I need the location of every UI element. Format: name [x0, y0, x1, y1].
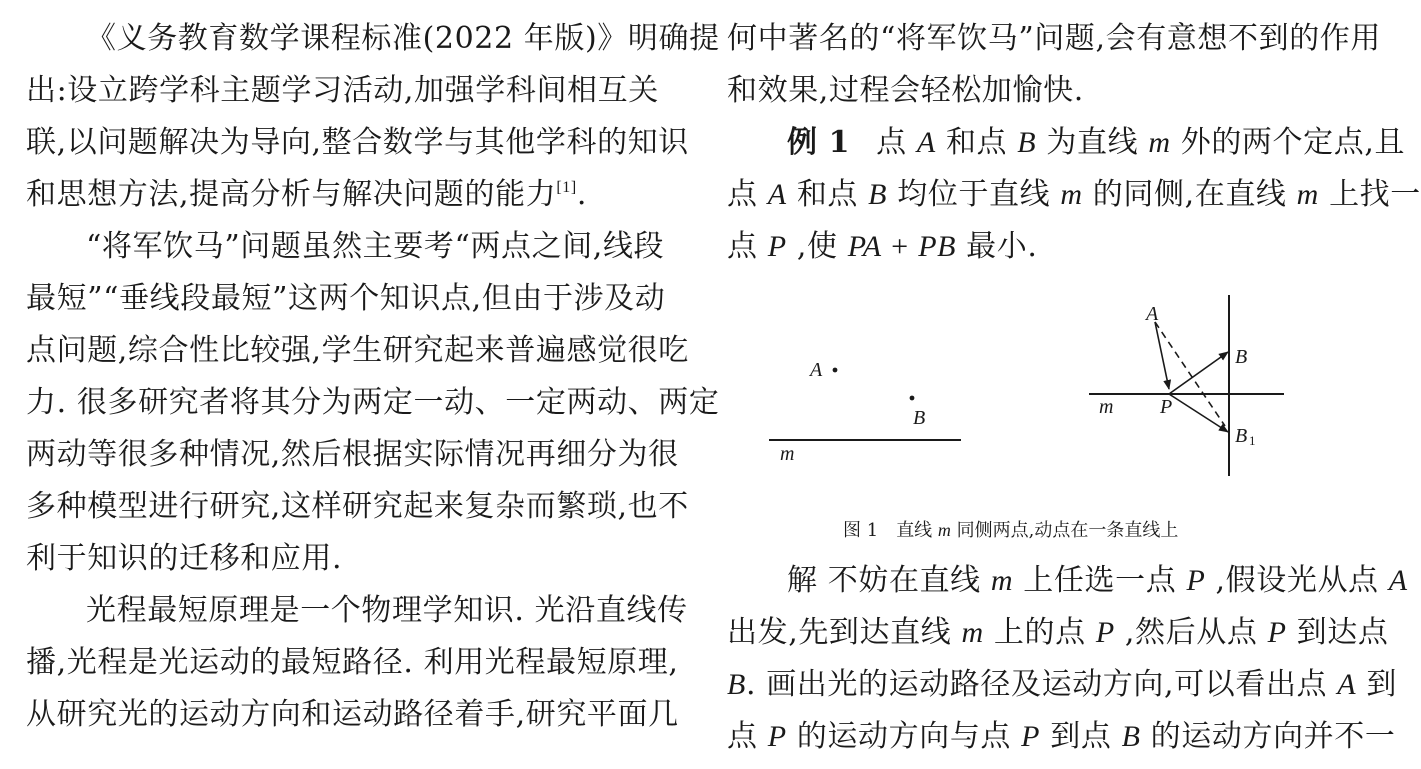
text-line: 播,光程是光运动的最短路径. 利用光程最短原理, — [26, 645, 679, 680]
math-var: B — [1017, 126, 1037, 159]
text-span: 点 — [727, 719, 768, 754]
text-line: 何中著名的“将军饮马”问题,会有意想不到的作用 — [727, 21, 1382, 56]
math-var: A — [1388, 564, 1408, 597]
label-p: P — [1160, 396, 1173, 418]
math-var: B — [868, 178, 888, 211]
ray-p-to-b1 — [1169, 394, 1228, 432]
right-subfigure — [1089, 295, 1284, 476]
math-expression: PA + PB — [847, 230, 957, 263]
text-span: 的同侧,在直线 — [1082, 177, 1297, 212]
text-span: 的运动方向并不一 — [1140, 719, 1396, 754]
text-line: 从研究光的运动方向和运动路径着手,研究平面几 — [26, 697, 679, 732]
text-line: “将军饮马”问题虽然主要考“两点之间,线段 — [86, 229, 665, 264]
math-var: m — [1060, 178, 1083, 211]
text-line: 和效果,过程会轻松加愉快. — [727, 73, 1084, 108]
point-b — [910, 396, 915, 401]
math-var: P — [1021, 720, 1041, 753]
text-span: ,然后从点 — [1114, 615, 1268, 650]
text-line: 出:设立跨学科主题学习活动,加强学科间相互关 — [26, 73, 659, 108]
math-var: P — [1186, 564, 1206, 597]
solution-label: 解 — [787, 563, 818, 598]
text-span: 不妨在直线 — [817, 563, 991, 598]
citation-ref: [1] — [556, 179, 577, 196]
text-span: 点 — [727, 177, 768, 212]
math-var: P — [1095, 616, 1115, 649]
example-line — [727, 229, 1038, 265]
text-span: ,使 — [786, 229, 848, 264]
text-span: 最小. — [956, 229, 1038, 264]
text-span: 上找一 — [1318, 177, 1421, 212]
example-label: 例 1 — [787, 125, 851, 160]
text-span: 点 — [727, 229, 768, 264]
caption-text: 直线 — [896, 520, 938, 541]
text-span: 和思想方法,提高分析与解决问题的能力 — [26, 177, 557, 212]
text-span: 点 — [876, 125, 917, 160]
label-a: A — [1146, 303, 1159, 325]
label-a: A — [810, 359, 823, 381]
solution-line — [727, 615, 1388, 651]
label-b: B — [1235, 346, 1248, 368]
text-span: 外的两个定点,且 — [1170, 125, 1406, 160]
math-var: m — [990, 564, 1014, 597]
text-span: 出发,先到达直线 — [727, 615, 962, 650]
math-var: P — [767, 720, 787, 753]
label-b1-subscript: 1 — [1249, 433, 1256, 448]
figure-1 — [727, 286, 1367, 496]
math-var: m — [1296, 178, 1319, 211]
left-subfigure — [769, 359, 961, 465]
math-var: P — [1267, 616, 1287, 649]
text-line: 《义务教育数学课程标准(2022 年版)》明确提 — [86, 21, 720, 56]
text-line: 多种模型进行研究,这样研究起来复杂而繁琐,也不 — [26, 489, 689, 524]
text-line: 联,以问题解决为导向,整合数学与其他学科的知识 — [26, 125, 689, 160]
solution-line — [787, 563, 1408, 599]
label-b: B — [913, 407, 926, 429]
text-span: 到达点 — [1286, 615, 1389, 650]
label-m: m — [1099, 396, 1114, 418]
text-span: 和点 — [786, 177, 869, 212]
point-a — [833, 368, 838, 373]
text-span: ,假设光从点 — [1205, 563, 1389, 598]
caption-text: 同侧两点,动点在一条直线上 — [950, 520, 1179, 541]
solution-line — [727, 719, 1395, 755]
text-span: 的运动方向与点 — [786, 719, 1022, 754]
text-span: 为直线 — [1036, 125, 1149, 160]
label-m: m — [780, 443, 795, 465]
text-span: 均位于直线 — [887, 177, 1061, 212]
figure-diagram — [727, 286, 1367, 496]
caption-figure-number: 图 1 — [843, 520, 879, 541]
text-line: 两动等很多种情况,然后根据实际情况再细分为很 — [26, 437, 679, 472]
math-var: m — [1148, 126, 1171, 159]
text-line: 点问题,综合性比较强,学生研究起来普遍感觉很吃 — [26, 333, 689, 368]
example-line — [787, 125, 1405, 161]
text-span: 到 — [1356, 667, 1397, 702]
text-line — [26, 177, 587, 213]
text-span: . — [576, 177, 587, 212]
math-var: B — [727, 668, 746, 701]
math-var: P — [767, 230, 787, 263]
figure-caption — [843, 519, 1178, 542]
text-span: 上的点 — [983, 615, 1096, 650]
text-span: 上任选一点 — [1013, 563, 1187, 598]
example-line — [727, 177, 1421, 213]
text-span: 到点 — [1040, 719, 1122, 754]
text-line: 最短”“垂线段最短”这两个知识点,但由于涉及动 — [26, 281, 666, 316]
label-b1: B — [1235, 425, 1248, 447]
solution-line — [727, 667, 1397, 703]
math-var: A — [1337, 668, 1357, 701]
text-line: 利于知识的迁移和应用. — [26, 541, 343, 576]
text-line: 力. 很多研究者将其分为两定一动、一定两动、两定 — [26, 385, 720, 420]
math-var: m — [937, 520, 951, 540]
math-var: A — [767, 178, 787, 211]
text-span: . 画出光的运动路径及运动方向,可以看出点 — [745, 667, 1338, 702]
text-span: 和点 — [935, 125, 1018, 160]
text-line: 光程最短原理是一个物理学知识. 光沿直线传 — [86, 593, 688, 628]
math-var: m — [961, 616, 984, 649]
math-var: B — [1121, 720, 1141, 753]
math-var: A — [916, 126, 936, 159]
